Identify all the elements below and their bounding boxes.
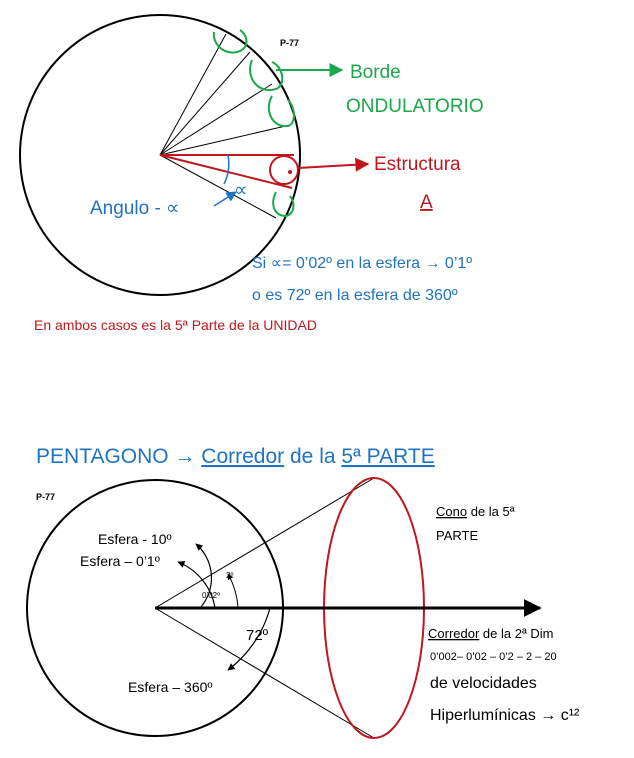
corridor-label-2: 0’002– 0’02 – 0’2 – 2 – 20 [430,651,557,663]
top-structure-a-circle [270,156,298,184]
small-002-label: 0’02º [202,591,221,600]
top-structure-a-dot [288,170,292,174]
cone-edge-upper [155,478,374,608]
top-radius-line-1 [160,34,226,155]
corridor-label-3: de velocidades [430,675,537,692]
top-radius-line-2 [160,52,250,155]
top-angle-symbol: ∝ [234,180,248,201]
top-green-wave-3 [269,96,294,126]
bottom-heading: PENTAGONO → Corredor de la 5ª PARTE [36,445,435,468]
top-note-line-3: En ambos casos es la 5ª Parte de la UNIDAD [34,317,317,333]
top-radius-line-3 [160,84,272,155]
top-note-line-1: Si ∝= 0’02º en la esfera → 0’1º [252,255,473,272]
top-ref-label: P-77 [280,38,300,48]
arc-01 [178,562,215,608]
sphere-10-label: Esfera - 10º [98,531,172,547]
top-border-label-1: Borde [350,62,401,83]
corridor-label-1: Corredor de la 2ª Dim [428,626,554,641]
corridor-label-4: Hiperlumínicas → c¹² [430,707,580,724]
top-structure-letter: A [420,192,433,213]
top-note-line-2: o es 72º en la esfera de 360º [252,287,458,304]
sphere-01-label: Esfera – 0’1º [80,553,160,569]
bottom-diagram [27,445,580,738]
bottom-ref-label: P-77 [36,492,56,502]
cone-label-1: Cono de la 5ª [436,504,515,519]
cone-label-2: PARTE [436,528,479,543]
sphere-360-label: Esfera – 360º [128,679,213,695]
top-red-line-lower [160,155,292,188]
top-angle-label: Angulo - ∝ [90,198,180,219]
top-red-arrow [298,164,368,168]
top-structure-label: Estructura [374,154,461,175]
top-blue-arrow [214,192,236,206]
top-radius-line-4 [160,125,290,155]
angle-72-label: 72º [246,627,269,644]
top-angle-arc [224,155,229,184]
small-2-label: 2º [226,571,234,580]
top-border-label-2: ONDULATORIO [346,96,484,117]
top-diagram [20,15,484,333]
